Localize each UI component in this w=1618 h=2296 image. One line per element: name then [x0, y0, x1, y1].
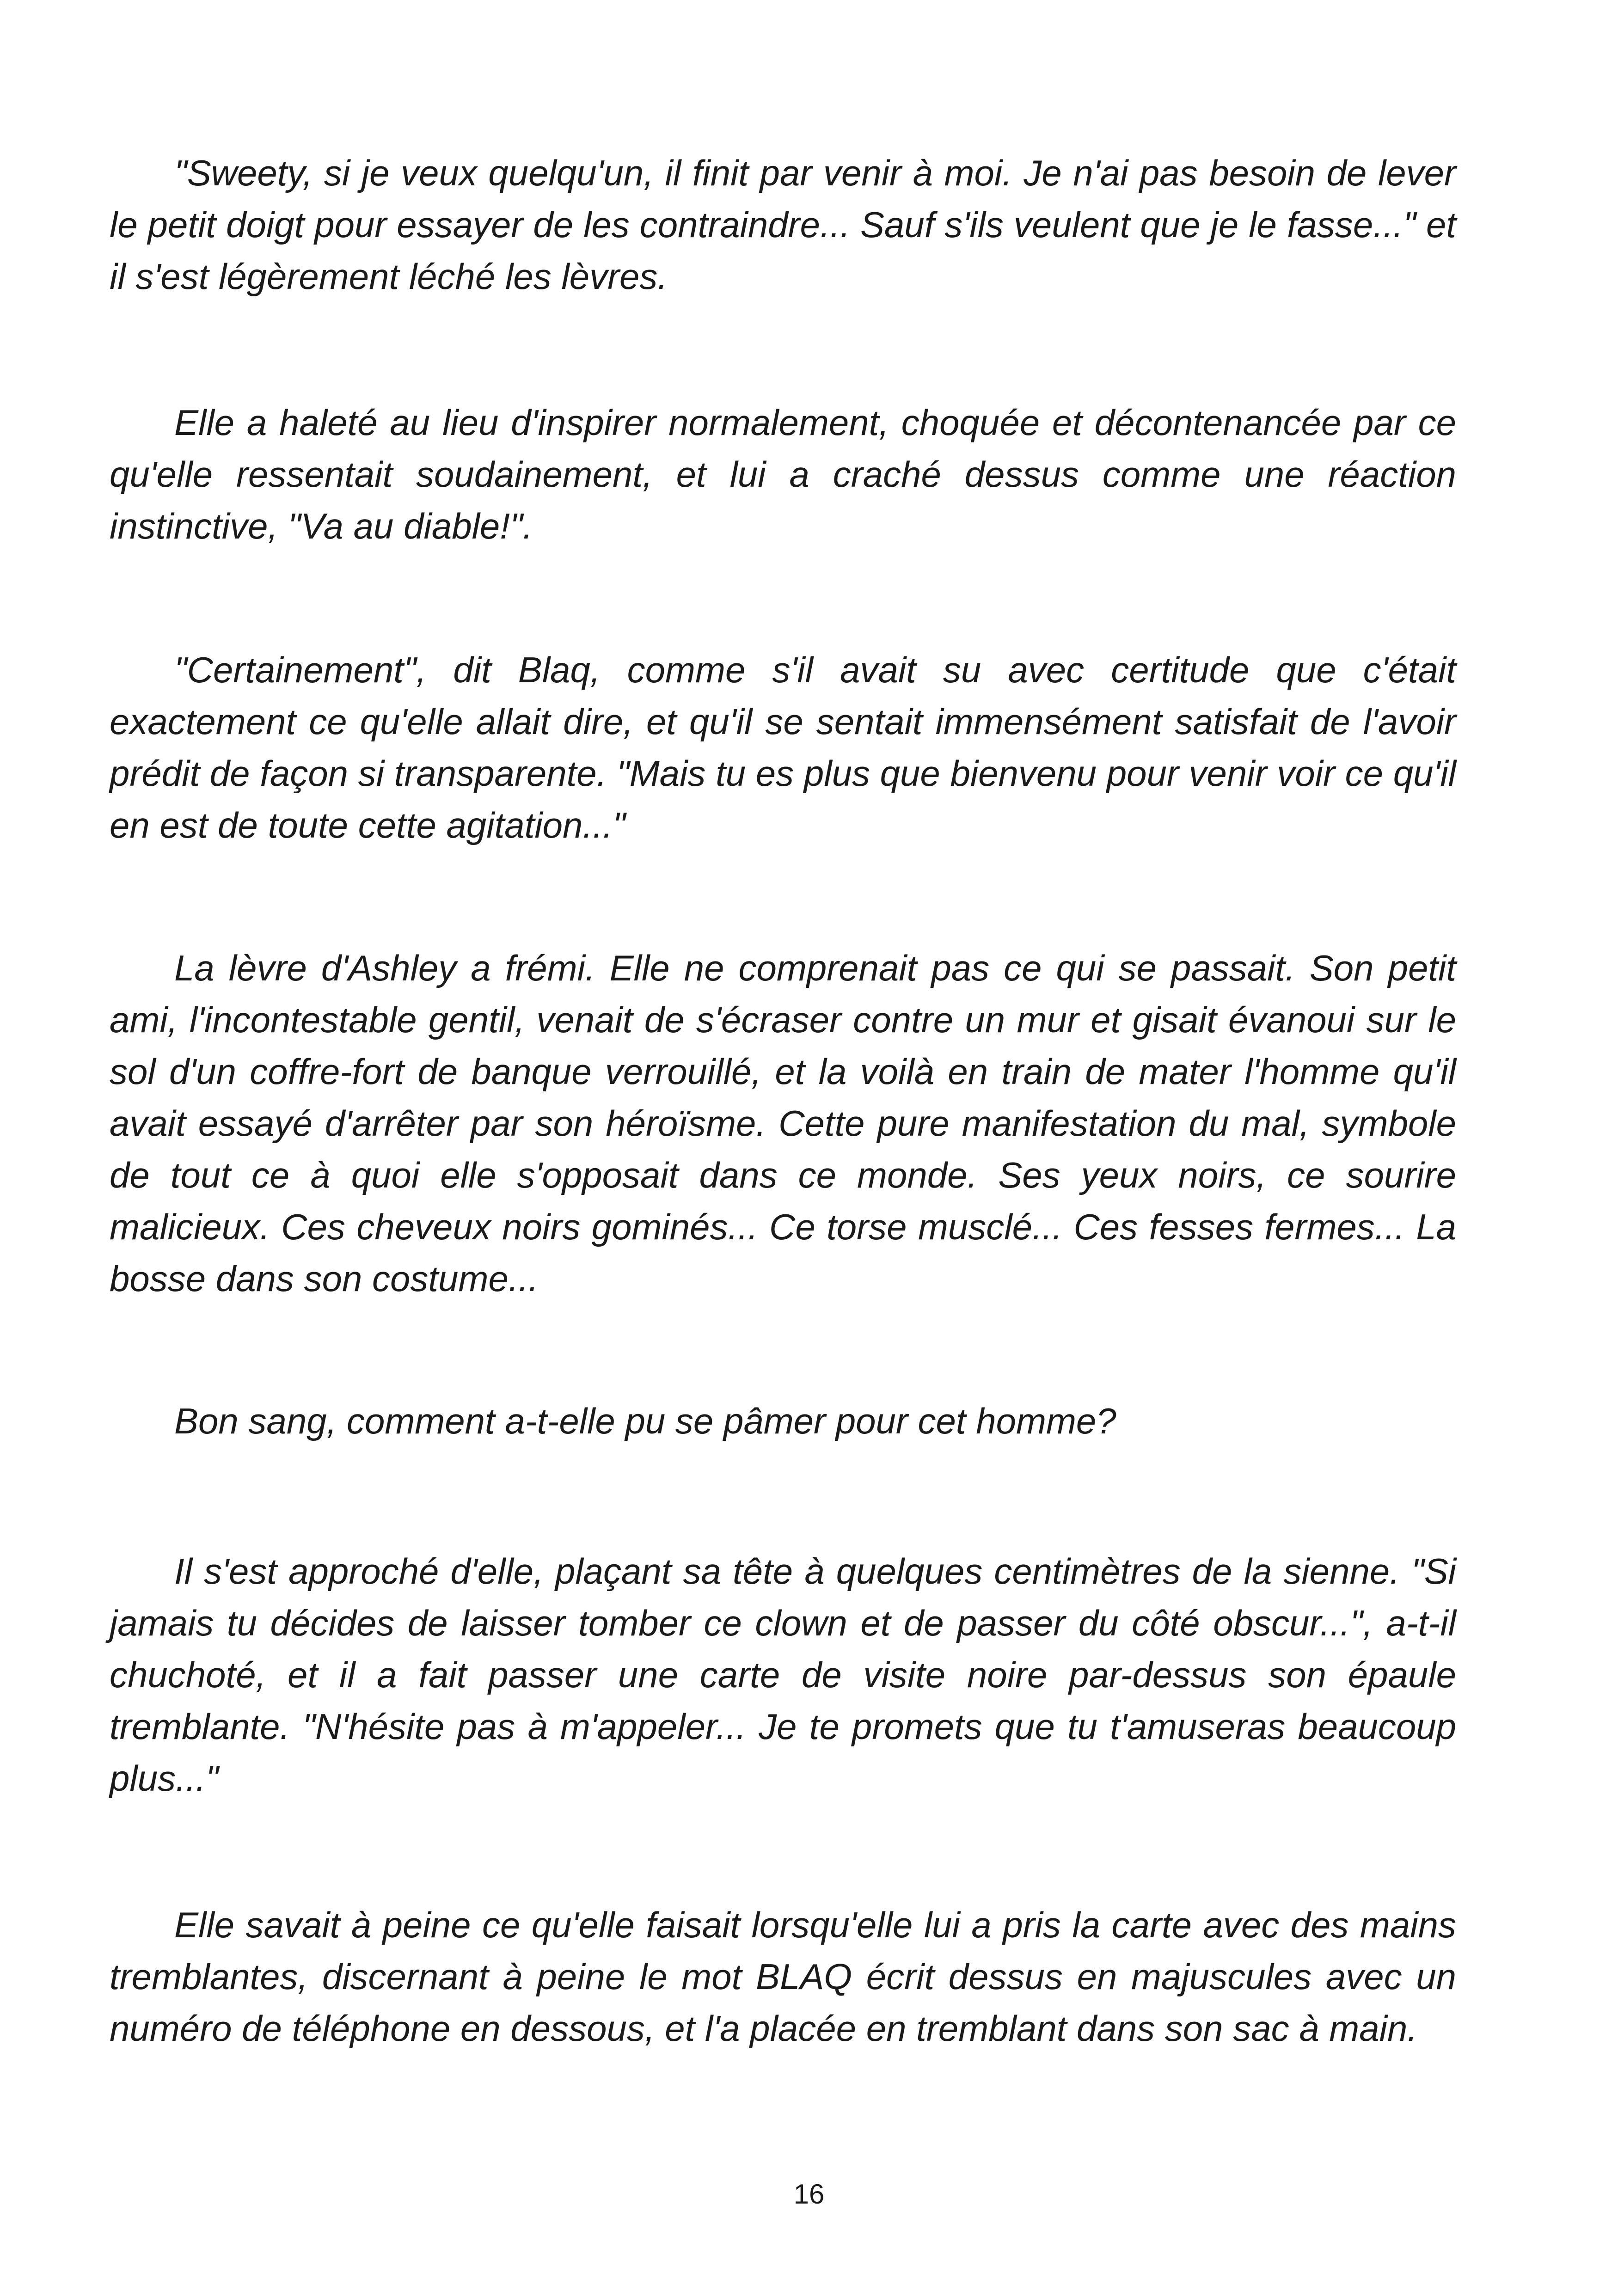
paragraph-7: Elle savait à peine ce qu'elle faisait lorsqu'elle lui a pris la carte avec des mains tremblantes, discernant à peine le mot BLAQ écrit dessus en majuscules avec un numéro de téléphone en dessous, et l'a placée en tremblant dans son sac à main.	[110, 1904, 1456, 2049]
page-number: 16	[793, 2179, 825, 2210]
paragraph-2: Elle a haleté au lieu d'inspirer normalement, choquée et décontenancée par ce qu'elle ressentait soudainement, et lui a craché dessus comme une réaction instinctive, "Va au diable!".	[110, 402, 1456, 546]
paragraph-3: "Certainement", dit Blaq, comme s'il avait su avec certitude que c'était exactement ce qu'elle allait dire, et qu'il se sentait immensément satisfait de l'avoir prédit de façon si transparente. "Mais tu es plus que bienvenu pour venir voir ce qu'il en est de toute cette agitation..."	[110, 649, 1456, 845]
paragraph-6: Il s'est approché d'elle, plaçant sa tête à quelques centimètres de la sienne. "Si jamais tu décides de laisser tomber ce clown et de passer du côté obscur...", a-t-il chuchoté, et il a fait passer une carte de visite noire par-dessus son épaule tremblante. "N'hésite pas à m'appeler... Je te promets que tu t'amuseras beaucoup plus..."	[110, 1551, 1456, 1799]
paragraph-5: Bon sang, comment a-t-elle pu se pâmer pour cet homme?	[174, 1401, 1116, 1441]
paragraph-1: "Sweety, si je veux quelqu'un, il finit par venir à moi. Je n'ai pas besoin de lever le petit doigt pour essayer de les contraindre... Sauf s'ils veulent que je le fasse..." et il s'est légèrement léché les lèvres.	[110, 153, 1456, 297]
paragraph-4: La lèvre d'Ashley a frémi. Elle ne comprenait pas ce qui se passait. Son petit ami, l'incontestable gentil, venait de s'écraser contre un mur et gisait évanoui sur le sol d'un coffre-fort de banque verrouillé, et la voilà en train de mater l'homme qu'il avait essayé d'arrêter par son héroïsme. Cette pure manifestation du mal, symbole de tout ce à quoi elle s'opposait dans ce monde. Ses yeux noirs, ce sourire malicieux. Ces cheveux noirs gominés... Ce torse musclé... Ces fesses fermes... La bosse dans son costume...	[110, 948, 1456, 1299]
